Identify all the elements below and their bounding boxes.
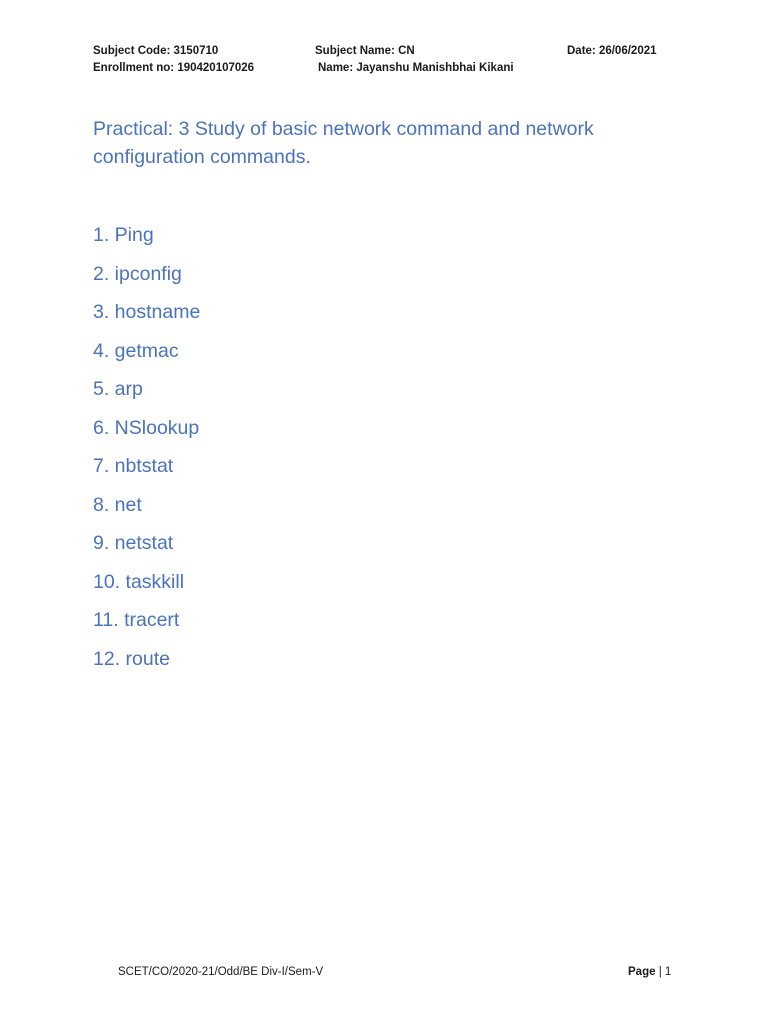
- subject-name: Subject Name: CN: [315, 45, 415, 57]
- page-label: Page: [628, 966, 656, 978]
- command-item: 7. nbtstat: [93, 455, 174, 477]
- command-item: 6. NSlookup: [93, 416, 200, 439]
- command-item: 2. ipconfig: [93, 262, 182, 285]
- command-item: 4. getmac: [93, 339, 179, 362]
- page-separator: |: [655, 966, 665, 978]
- subject-code: Subject Code: 3150710: [93, 45, 219, 57]
- footer-page-indicator: [628, 965, 671, 979]
- command-item: 3. hostname: [93, 301, 201, 323]
- student-name: Name: Jayanshu Manishbhai Kikani: [318, 62, 514, 74]
- command-item: 9. netstat: [93, 532, 174, 554]
- command-item: 10. taskkill: [93, 570, 185, 593]
- document-date: Date: 26/06/2021: [567, 45, 657, 57]
- command-item: 12. route: [93, 647, 170, 670]
- page-number: 1: [664, 966, 672, 978]
- command-item: 1. Ping: [93, 224, 154, 246]
- command-item: 8. net: [93, 493, 142, 516]
- command-list: [93, 222, 200, 684]
- command-item: 5. arp: [93, 378, 143, 400]
- enrollment-number: Enrollment no: 190420107026: [93, 62, 255, 74]
- footer-course-code: SCET/CO/2020-21/Odd/BE Div-I/Sem-V: [118, 966, 324, 978]
- practical-title: Practical: 3 Study of basic network command and network configuration commands.: [93, 118, 594, 168]
- command-item: 11. tracert: [93, 609, 180, 631]
